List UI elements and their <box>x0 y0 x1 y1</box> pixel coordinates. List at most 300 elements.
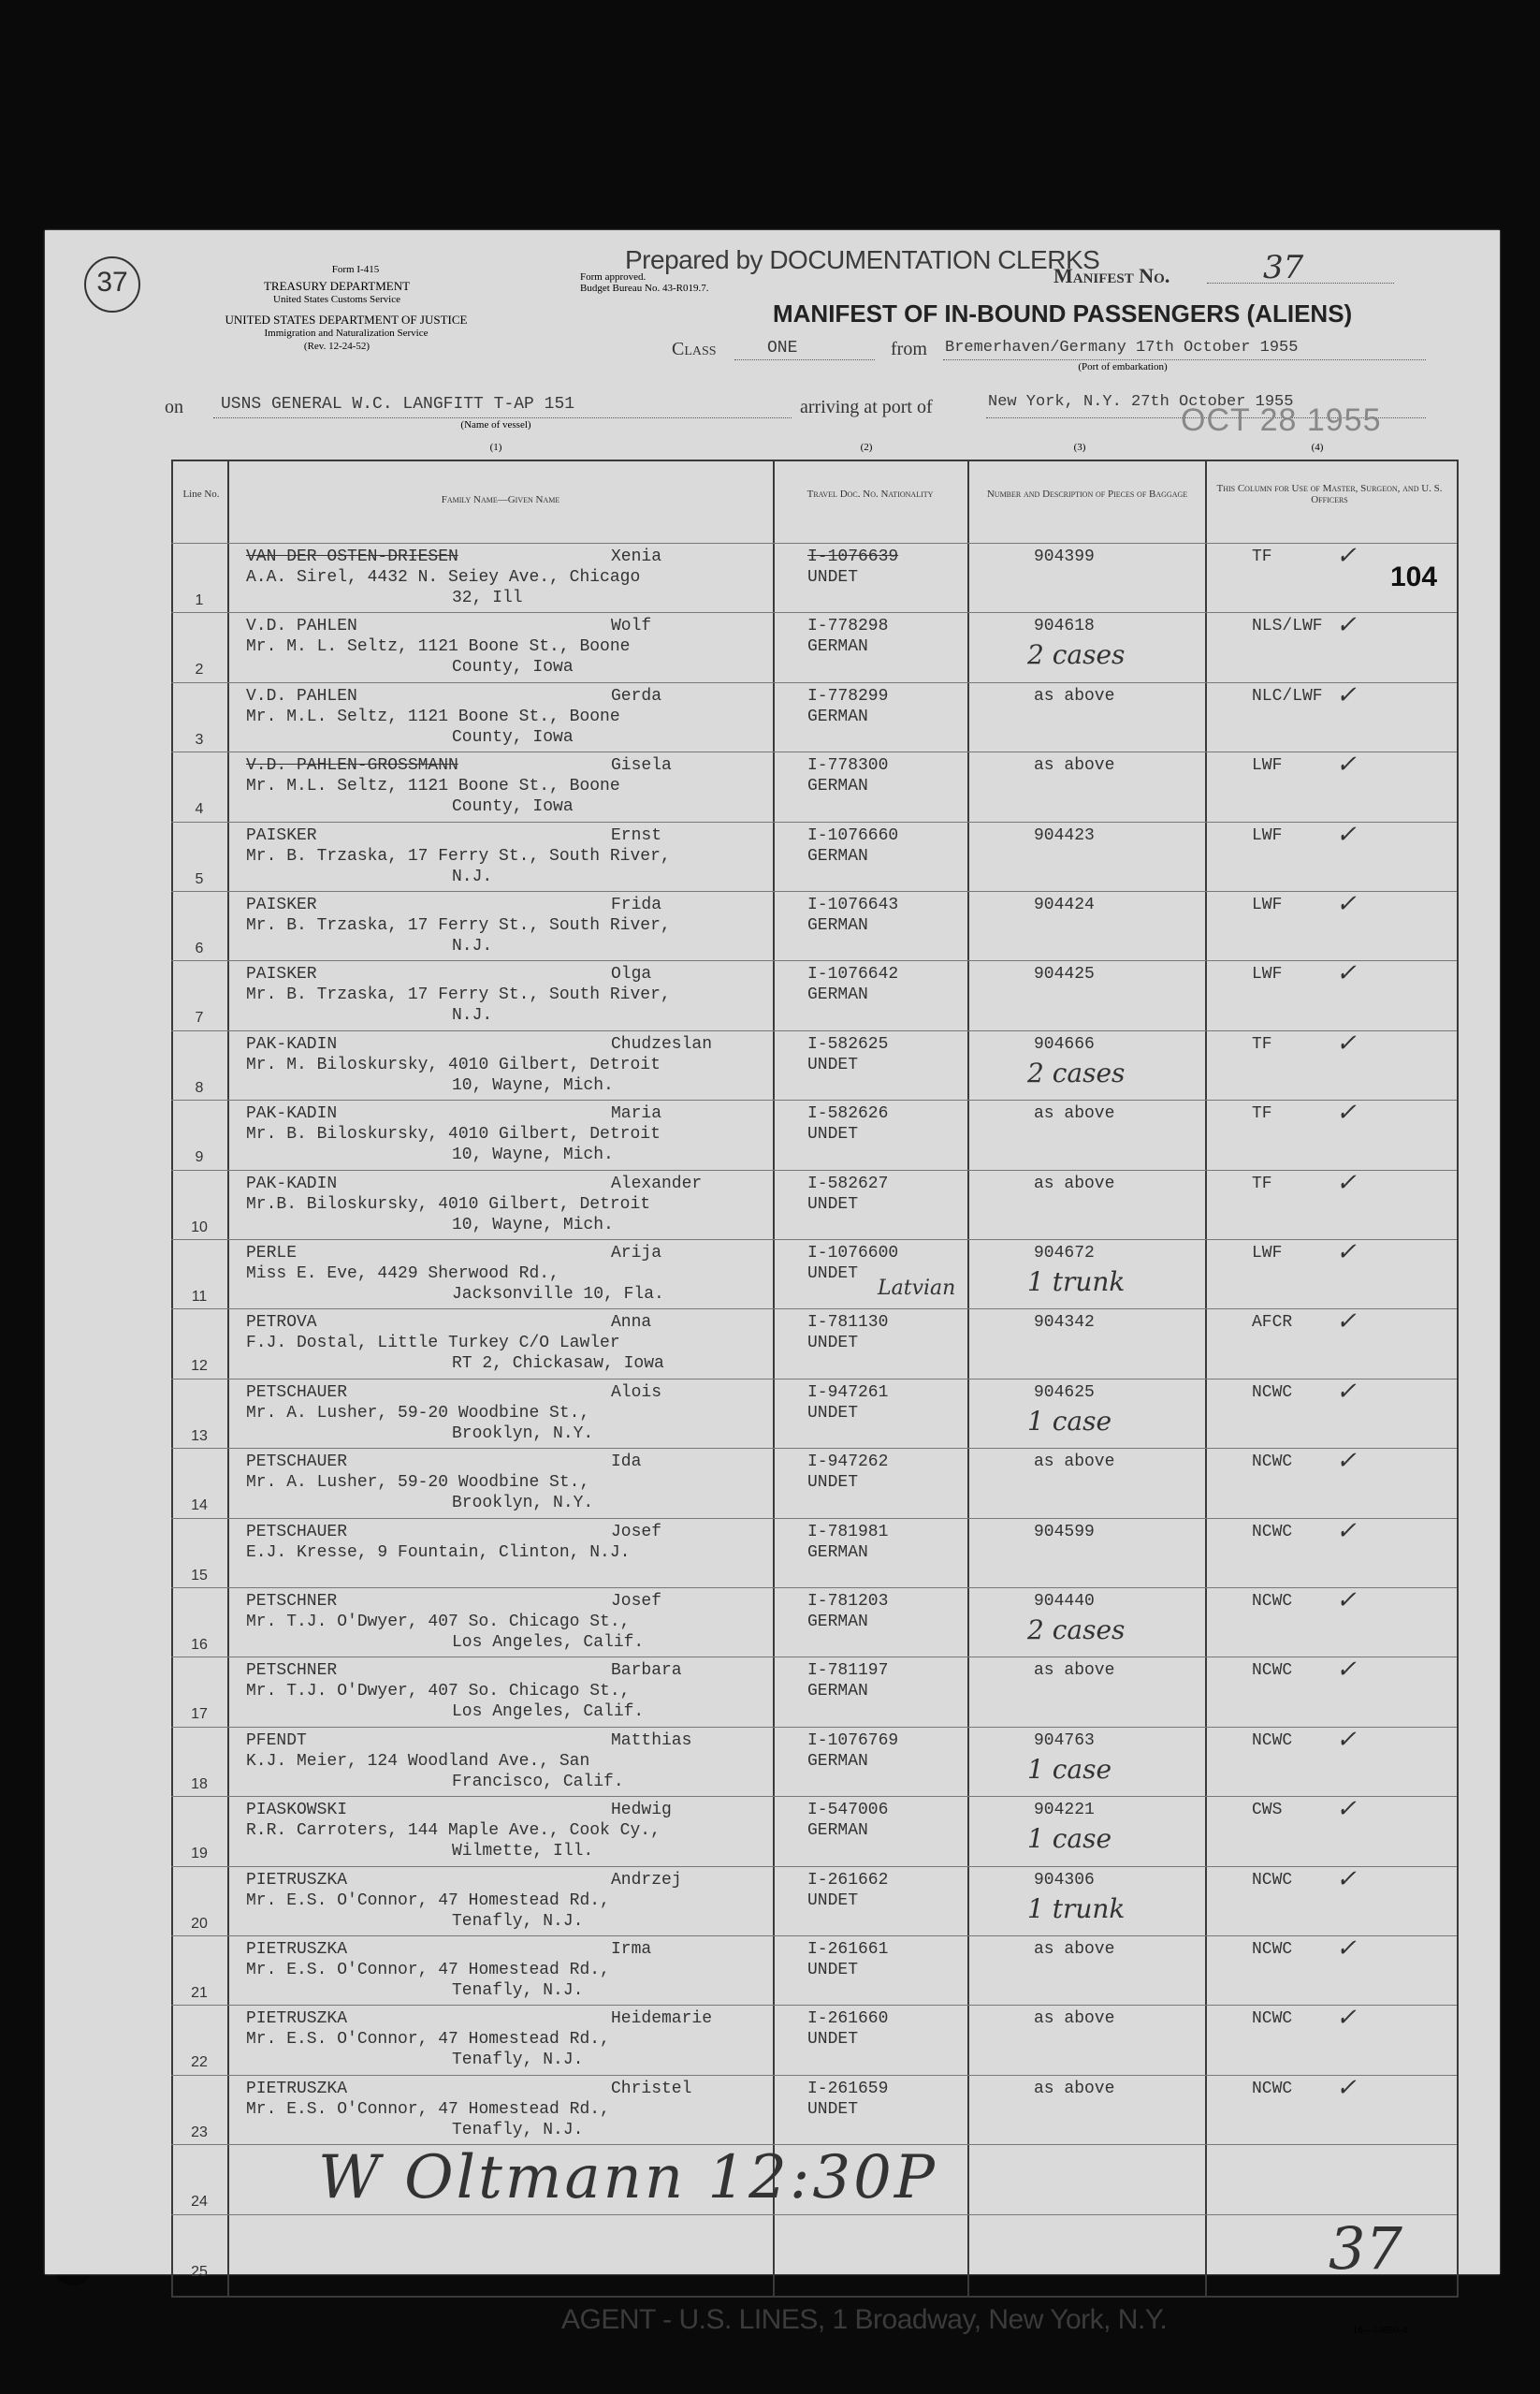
line-number: 5 <box>195 870 204 887</box>
family-name: PETSCHNER <box>246 1592 338 1611</box>
baggage-handwritten-note: 1 trunk <box>1027 1892 1126 1924</box>
line-number: 2 <box>195 662 204 679</box>
officer-code: CWS <box>1252 1801 1283 1820</box>
given-name: Olga <box>611 965 652 985</box>
check-mark-icon: ✓ <box>1336 542 1357 570</box>
given-name: Maria <box>611 1104 662 1124</box>
baggage-description: as above <box>1034 1104 1115 1124</box>
address-line-2: RT 2, Chickasaw, Iowa <box>452 1354 664 1374</box>
table-row <box>171 682 1457 752</box>
travel-doc-number: I-778300 <box>807 756 889 776</box>
baggage-description: 904672 <box>1034 1244 1095 1263</box>
address-line-2: Brooklyn, N.Y. <box>452 1423 594 1443</box>
baggage-description: as above <box>1034 1661 1115 1681</box>
travel-doc-number: I-778299 <box>807 686 889 706</box>
check-mark-icon: ✓ <box>1336 1864 1357 1893</box>
given-name: Josef <box>611 1522 662 1541</box>
arrival-value: New York, N.Y. 27th October 1955 <box>988 393 1294 411</box>
address-line-2: 10, Wayne, Mich. <box>452 1215 614 1234</box>
check-mark-icon: ✓ <box>1336 2073 1357 2102</box>
address-line-1: Mr. M.L. Seltz, 1121 Boone St., Boone <box>246 777 620 796</box>
vessel-caption: (Name of vessel) <box>460 419 531 431</box>
baggage-handwritten-note: 2 cases <box>1027 639 1126 671</box>
nationality: UNDET <box>807 1264 859 1283</box>
line-number: 16 <box>191 1637 208 1653</box>
line-number: 10 <box>191 1219 208 1235</box>
officer-code: NCWC <box>1252 1730 1293 1750</box>
travel-doc-number: I-582626 <box>807 1104 889 1124</box>
check-mark-icon: ✓ <box>1336 959 1357 988</box>
line-number: 25 <box>191 2263 208 2280</box>
table-row <box>171 1727 1457 1797</box>
baggage-handwritten-note: 2 cases <box>1027 1614 1126 1645</box>
line-number: 13 <box>191 1427 208 1444</box>
baggage-description: 904625 <box>1034 1382 1095 1402</box>
officer-code: TF <box>1252 1034 1272 1054</box>
nationality: GERMAN <box>807 777 868 796</box>
address-line-1: R.R. Carroters, 144 Maple Ave., Cook Cy., <box>246 1821 661 1841</box>
nationality: GERMAN <box>807 916 868 935</box>
table-row <box>171 1796 1457 1866</box>
officer-code: TF <box>1252 1174 1272 1193</box>
address-line-1: Mr. T.J. O'Dwyer, 407 So. Chicago St., <box>246 1613 631 1631</box>
family-name: PAK-KADIN <box>246 1174 338 1193</box>
check-mark-icon: ✓ <box>1336 1725 1357 1754</box>
given-name: Matthias <box>611 1730 692 1750</box>
address-line-1: Mr. M. L. Seltz, 1121 Boone St., Boone <box>246 637 631 657</box>
travel-doc-number: I-781203 <box>807 1592 889 1611</box>
given-name: Xenia <box>611 547 662 566</box>
travel-doc-number: I-1076660 <box>807 825 899 845</box>
line-number: 17 <box>191 1706 208 1723</box>
address-line-2: Tenafly, N.J. <box>452 1911 584 1931</box>
family-name: PAK-KADIN <box>246 1104 338 1124</box>
address-line-2: Jacksonville 10, Fla. <box>452 1285 664 1304</box>
form-approved: Form approved. <box>580 271 647 283</box>
travel-doc-number: I-582625 <box>807 1034 889 1054</box>
officer-code: TF <box>1252 1104 1272 1124</box>
officer-code: LWF <box>1252 756 1283 776</box>
bottom-right-number: 37 <box>1329 2214 1402 2283</box>
address-line-2: 10, Wayne, Mich. <box>452 1146 614 1165</box>
family-name: PAISKER <box>246 965 317 985</box>
col-head-officers: This Column for Use of Master, Surgeon, and U. S. Officers <box>1216 483 1443 505</box>
on-label: on <box>165 397 183 417</box>
baggage-description: 904599 <box>1034 1522 1095 1541</box>
travel-doc-number: I-781197 <box>807 1661 889 1681</box>
address-line-1: K.J. Meier, 124 Woodland Ave., San <box>246 1751 590 1771</box>
revision: (Rev. 12-24-52) <box>303 341 370 352</box>
check-mark-icon: ✓ <box>1336 1656 1357 1685</box>
table-row <box>171 1100 1457 1170</box>
table-row <box>171 543 1457 613</box>
given-name: Heidemarie <box>611 2009 713 2029</box>
address-line-2: N.J. <box>452 937 493 956</box>
given-name: Andrzej <box>611 1870 682 1890</box>
address-line-1: Mr. B. Trzaska, 17 Ferry St., South River, <box>246 846 671 866</box>
col-num-1: (1) <box>489 442 502 453</box>
address-line-2: Los Angeles, Calif. <box>452 1702 645 1722</box>
address-line-2: Tenafly, N.J. <box>452 2120 584 2139</box>
address-line-2: Brooklyn, N.Y. <box>452 1494 594 1513</box>
manifest-title: MANIFEST OF IN-BOUND PASSENGERS (ALIENS) <box>773 299 1353 328</box>
check-mark-icon: ✓ <box>1336 1168 1357 1197</box>
table-row <box>171 1239 1457 1309</box>
baggage-description: 904440 <box>1034 1592 1095 1611</box>
baggage-handwritten-note: 1 trunk <box>1027 1266 1126 1297</box>
given-name: Gisela <box>611 756 672 776</box>
check-mark-icon: ✓ <box>1336 680 1357 709</box>
line-number: 1 <box>195 592 204 608</box>
nationality: GERMAN <box>807 985 868 1005</box>
address-line-1: Mr. E.S. O'Connor, 47 Homestead Rd., <box>246 1961 610 1979</box>
baggage-handwritten-note: 1 case <box>1027 1823 1112 1855</box>
address-line-1: A.A. Sirel, 4432 N. Seiey Ave., Chicago <box>246 568 641 587</box>
table-row <box>171 822 1457 892</box>
table-row <box>171 752 1457 822</box>
officer-code: NLS/LWF <box>1252 617 1323 636</box>
table-row <box>171 1657 1457 1727</box>
address-line-1: Mr. E.S. O'Connor, 47 Homestead Rd., <box>246 2030 610 2050</box>
nationality: GERMAN <box>807 1542 868 1562</box>
given-name: Gerda <box>611 686 662 706</box>
baggage-description: as above <box>1034 2009 1115 2029</box>
check-mark-icon: ✓ <box>1336 890 1357 918</box>
travel-doc-number: I-1076639 <box>807 547 899 566</box>
baggage-description: as above <box>1034 2079 1115 2098</box>
travel-doc-number: I-1076643 <box>807 896 899 914</box>
baggage-description: 904618 <box>1034 617 1095 636</box>
nationality: UNDET <box>807 1334 859 1353</box>
travel-doc-number: I-781981 <box>807 1522 889 1541</box>
nationality: GERMAN <box>807 1751 868 1771</box>
travel-doc-number: I-261662 <box>807 1870 889 1890</box>
table-row <box>171 1308 1457 1379</box>
line-number: 7 <box>195 1010 204 1027</box>
officer-code: NCWC <box>1252 1661 1293 1681</box>
manifest-no-value: 37 <box>1263 249 1304 286</box>
given-name: Ida <box>611 1452 642 1472</box>
nationality: GERMAN <box>807 1613 868 1631</box>
table-row <box>171 1030 1457 1101</box>
baggage-description: 904424 <box>1034 896 1095 914</box>
family-name: PETSCHAUER <box>246 1382 348 1402</box>
family-name: PIETRUSZKA <box>246 1940 348 1959</box>
officer-code: NCWC <box>1252 2079 1293 2098</box>
class-value: ONE <box>767 339 798 358</box>
treasury-dept: TREASURY DEPARTMENT <box>263 279 411 293</box>
check-mark-icon: ✓ <box>1336 1795 1357 1824</box>
table-row <box>171 1170 1457 1240</box>
nationality: UNDET <box>807 2099 859 2119</box>
table-row <box>171 612 1457 682</box>
line-number: 4 <box>195 801 204 818</box>
line-number: 18 <box>191 1775 208 1792</box>
travel-doc-number: I-781130 <box>807 1313 889 1333</box>
check-mark-icon: ✓ <box>1336 2004 1357 2033</box>
given-name: Irma <box>611 1940 652 1959</box>
form-number: Form I-415 <box>331 264 380 275</box>
check-mark-icon: ✓ <box>1336 1238 1357 1266</box>
baggage-description: 904763 <box>1034 1730 1095 1750</box>
address-line-2: County, Iowa <box>452 727 574 747</box>
nationality: UNDET <box>807 1961 859 1979</box>
address-line-1: Mr. M.L. Seltz, 1121 Boone St., Boone <box>246 707 620 726</box>
officer-signature: W Oltmann 12:30P <box>318 2143 937 2212</box>
address-line-1: F.J. Dostal, Little Turkey C/O Lawler <box>246 1334 620 1353</box>
address-line-1: Miss E. Eve, 4429 Sherwood Rd., <box>246 1264 559 1283</box>
nationality: GERMAN <box>807 1682 868 1701</box>
baggage-description: as above <box>1034 1174 1115 1193</box>
customs-service: United States Customs Service <box>273 294 400 305</box>
travel-doc-number: I-582627 <box>807 1174 889 1193</box>
given-name: Christel <box>611 2079 692 2098</box>
col-head-name: Family Name—Given Name <box>441 494 560 505</box>
address-line-2: Francisco, Calif. <box>452 1772 624 1791</box>
family-name: PFENDT <box>246 1730 307 1750</box>
family-name: PERLE <box>246 1244 298 1263</box>
family-name: PAISKER <box>246 896 317 914</box>
travel-doc-number: I-778298 <box>807 617 889 636</box>
given-name: Wolf <box>611 617 652 636</box>
officer-code: NCWC <box>1252 1452 1293 1472</box>
nationality: UNDET <box>807 1125 859 1145</box>
class-label: Class <box>672 339 717 359</box>
baggage-description: as above <box>1034 686 1115 706</box>
line-number: 8 <box>195 1079 204 1096</box>
line-number: 14 <box>191 1497 208 1514</box>
check-mark-icon: ✓ <box>1336 1586 1357 1614</box>
baggage-description: 904306 <box>1034 1870 1095 1890</box>
baggage-description: as above <box>1034 756 1115 776</box>
table-row <box>171 1866 1457 1936</box>
vessel-line <box>213 417 792 418</box>
travel-doc-number: I-1076769 <box>807 1730 899 1750</box>
manifest-no-label: Manifest No. <box>1053 264 1170 287</box>
family-name: PETSCHNER <box>246 1661 338 1681</box>
agent-footer: AGENT - U.S. LINES, 1 Broadway, New York, N.Y. <box>561 2304 1168 2335</box>
nationality: UNDET <box>807 1473 859 1493</box>
circled-corner-number: 37 <box>84 256 140 313</box>
baggage-description: 904425 <box>1034 965 1095 985</box>
arriving-label: arriving at port of <box>800 397 933 417</box>
check-mark-icon: ✓ <box>1336 1307 1357 1336</box>
line-number: 19 <box>191 1846 208 1862</box>
check-mark-icon: ✓ <box>1336 1516 1357 1545</box>
nationality: UNDET <box>807 568 859 587</box>
baggage-description: as above <box>1034 1940 1115 1959</box>
officer-code: NCWC <box>1252 1592 1293 1611</box>
given-name: Alexander <box>611 1174 703 1193</box>
family-name: PETROVA <box>246 1313 317 1333</box>
address-line-1: Mr. A. Lusher, 59-20 Woodbine St., <box>246 1473 590 1493</box>
check-mark-icon: ✓ <box>1336 611 1357 640</box>
budget-bureau: Budget Bureau No. 43-R019.7. <box>580 283 709 294</box>
family-name: PIASKOWSKI <box>246 1801 348 1820</box>
line-number: 3 <box>195 731 204 748</box>
family-name: PETSCHAUER <box>246 1522 348 1541</box>
baggage-handwritten-note: 1 case <box>1027 1405 1112 1437</box>
family-name: V.D. PAHLEN <box>246 617 357 636</box>
family-name: PETSCHAUER <box>246 1452 348 1472</box>
family-name: PIETRUSZKA <box>246 2079 348 2098</box>
table-row <box>171 1448 1457 1518</box>
officer-code: LWF <box>1252 896 1283 914</box>
family-name: V.D. PAHLEN <box>246 686 357 706</box>
address-line-1: Mr. E.S. O'Connor, 47 Homestead Rd., <box>246 2099 610 2119</box>
address-line-1: Mr. M. Biloskursky, 4010 Gilbert, Detroit <box>246 1055 661 1074</box>
address-line-2: 32, Ill <box>452 589 523 607</box>
address-line-1: Mr. T.J. O'Dwyer, 407 So. Chicago St., <box>246 1682 631 1701</box>
baggage-description: 904423 <box>1034 825 1095 845</box>
officer-code: LWF <box>1252 965 1283 985</box>
officer-code: NLC/LWF <box>1252 686 1323 706</box>
prepared-by-stamp: Prepared by DOCUMENTATION CLERKS <box>625 245 1100 274</box>
travel-doc-number: I-947262 <box>807 1452 889 1472</box>
footer-code: 16—54650-4 <box>1352 2325 1408 2336</box>
line-number: 21 <box>191 1985 208 2001</box>
table-row <box>171 1379 1457 1449</box>
table-row <box>171 1518 1457 1588</box>
baggage-description: 904666 <box>1034 1034 1095 1054</box>
col-head-line-no: Line No. <box>182 489 220 500</box>
officer-code: AFCR <box>1252 1313 1293 1333</box>
given-name: Ernst <box>611 825 662 845</box>
address-line-2: 10, Wayne, Mich. <box>452 1075 614 1095</box>
col-num-2: (2) <box>860 442 873 453</box>
address-line-2: Tenafly, N.J. <box>452 1981 584 2000</box>
table-row <box>171 2075 1457 2145</box>
nationality: UNDET <box>807 1890 859 1910</box>
nationality: UNDET <box>807 2030 859 2050</box>
family-name: PIETRUSZKA <box>246 2009 348 2029</box>
table-row <box>171 1587 1457 1657</box>
from-label: from <box>891 339 927 359</box>
baggage-description: as above <box>1034 1452 1115 1472</box>
officer-code: NCWC <box>1252 1870 1293 1890</box>
col-head-travel-doc: Travel Doc. No. Nationality <box>806 489 934 500</box>
address-line-2: N.J. <box>452 867 493 886</box>
vessel-value: USNS GENERAL W.C. LANGFITT T-AP 151 <box>221 395 575 414</box>
col-head-baggage: Number and Description of Pieces of Baggage <box>986 489 1188 500</box>
officer-code: LWF <box>1252 825 1283 845</box>
line-number: 9 <box>195 1149 204 1166</box>
justice-dept: UNITED STATES DEPARTMENT OF JUSTICE <box>225 313 468 327</box>
family-name: PIETRUSZKA <box>246 1870 348 1890</box>
arrival-date-stamp: OCT 28 1955 <box>1181 402 1382 438</box>
family-name: PAK-KADIN <box>246 1034 338 1054</box>
nationality: GERMAN <box>807 637 868 657</box>
given-name: Frida <box>611 896 662 914</box>
address-line-2: Wilmette, Ill. <box>452 1842 594 1861</box>
travel-doc-number: I-261661 <box>807 1940 889 1959</box>
check-mark-icon: ✓ <box>1336 1447 1357 1476</box>
given-name: Josef <box>611 1592 662 1611</box>
nationality: GERMAN <box>807 846 868 866</box>
address-line-2: N.J. <box>452 1006 493 1026</box>
line-number: 15 <box>191 1567 208 1584</box>
line-number: 23 <box>191 2124 208 2140</box>
check-mark-icon: ✓ <box>1336 1029 1357 1058</box>
nationality: GERMAN <box>807 707 868 726</box>
address-line-1: Mr. E.S. O'Connor, 47 Homestead Rd., <box>246 1890 610 1910</box>
baggage-description: 904399 <box>1034 547 1095 566</box>
line-number: 20 <box>191 1915 208 1932</box>
col-num-4: (4) <box>1311 442 1324 453</box>
officer-code: NCWC <box>1252 1382 1293 1402</box>
table-row <box>171 2214 1457 2285</box>
nationality: UNDET <box>807 1403 859 1423</box>
col-num-3: (3) <box>1073 442 1086 453</box>
check-mark-icon: ✓ <box>1336 1099 1357 1128</box>
table-row <box>171 891 1457 961</box>
check-mark-icon: ✓ <box>1336 820 1357 849</box>
address-line-2: Tenafly, N.J. <box>452 2051 584 2070</box>
check-mark-icon: ✓ <box>1336 1934 1357 1963</box>
class-line <box>734 359 875 360</box>
nationality: GERMAN <box>807 1821 868 1841</box>
given-name: Alois <box>611 1382 662 1402</box>
table-row <box>171 1935 1457 2006</box>
line-number: 24 <box>191 2194 208 2211</box>
given-name: Hedwig <box>611 1801 672 1820</box>
baggage-handwritten-note: 2 cases <box>1027 1057 1126 1088</box>
travel-doc-number: I-1076600 <box>807 1244 899 1263</box>
page-number: 104 <box>1390 562 1438 592</box>
given-name: Anna <box>611 1313 652 1333</box>
given-name: Barbara <box>611 1661 682 1681</box>
address-line-1: E.J. Kresse, 9 Fountain, Clinton, N.J. <box>246 1542 631 1562</box>
family-name: V.D. PAHLEN-GROSSMANN <box>246 756 458 776</box>
from-line <box>943 359 1426 360</box>
address-line-1: Mr. B. Trzaska, 17 Ferry St., South River, <box>246 916 671 935</box>
given-name: Arija <box>611 1244 662 1263</box>
officer-code: LWF <box>1252 1244 1283 1263</box>
nationality: UNDET <box>807 1055 859 1074</box>
officer-code: NCWC <box>1252 1940 1293 1959</box>
address-line-1: Mr. A. Lusher, 59-20 Woodbine St., <box>246 1403 590 1423</box>
immigration-service: Immigration and Naturalization Service <box>264 328 429 339</box>
family-name: PAISKER <box>246 825 317 845</box>
line-number: 12 <box>191 1358 208 1375</box>
line-number: 11 <box>191 1289 208 1305</box>
family-name: VAN DER OSTEN-DRIESEN <box>246 547 458 566</box>
nationality: UNDET <box>807 1194 859 1214</box>
from-value: Bremerhaven/Germany 17th October 1955 <box>945 339 1299 357</box>
travel-doc-number: I-547006 <box>807 1801 889 1820</box>
line-number: 22 <box>191 2054 208 2071</box>
address-line-2: County, Iowa <box>452 658 574 678</box>
check-mark-icon: ✓ <box>1336 751 1357 780</box>
baggage-description: 904342 <box>1034 1313 1095 1333</box>
officer-code: NCWC <box>1252 2009 1293 2029</box>
travel-doc-number: I-261659 <box>807 2079 889 2098</box>
given-name: Chudzeslan <box>611 1034 713 1054</box>
line-number: 6 <box>195 941 204 956</box>
travel-doc-number: I-261660 <box>807 2009 889 2029</box>
travel-doc-number: I-1076642 <box>807 965 899 985</box>
address-line-1: Mr. B. Biloskursky, 4010 Gilbert, Detroit <box>246 1125 661 1145</box>
port-embark-caption: (Port of embarkation) <box>1078 361 1168 372</box>
address-line-2: Los Angeles, Calif. <box>452 1633 645 1652</box>
travel-doc-number: I-947261 <box>807 1382 889 1402</box>
officer-code: TF <box>1252 547 1272 566</box>
table-row <box>171 2005 1457 2075</box>
address-line-1: Mr.B. Biloskursky, 4010 Gilbert, Detroit <box>246 1194 651 1214</box>
baggage-handwritten-note: 1 case <box>1027 1753 1112 1785</box>
baggage-description: 904221 <box>1034 1801 1095 1820</box>
nationality-note: Latvian <box>878 1277 956 1300</box>
